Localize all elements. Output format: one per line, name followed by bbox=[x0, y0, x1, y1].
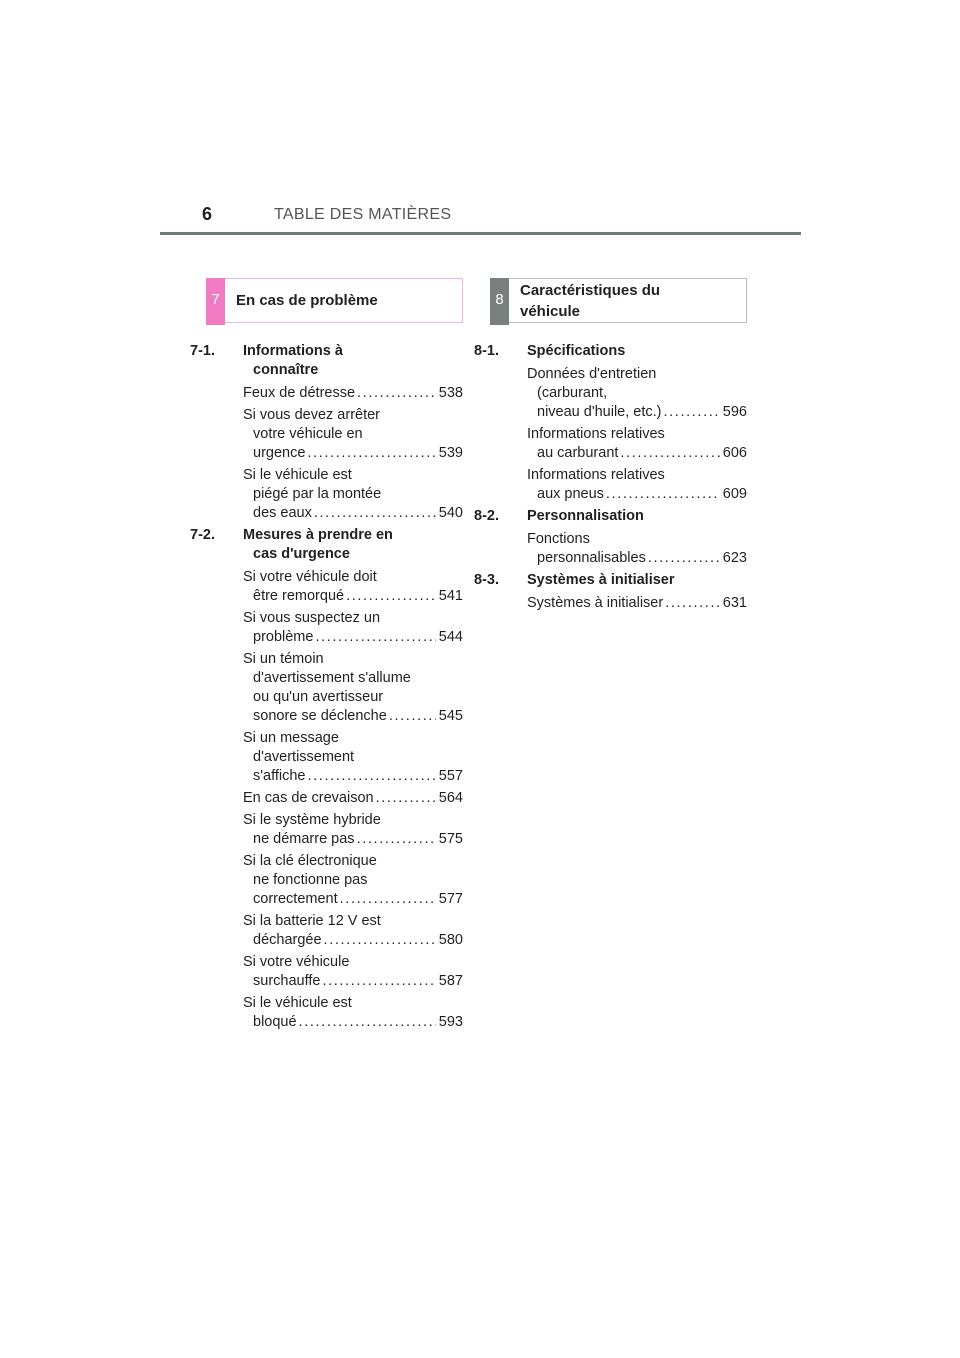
dot-leader bbox=[314, 504, 436, 523]
toc-entry[interactable] bbox=[243, 811, 463, 849]
page-reference: 596 bbox=[722, 404, 747, 420]
chapter-heading[interactable] bbox=[190, 342, 463, 380]
entry-text-line: s'affiche bbox=[253, 768, 306, 784]
entry-leader-line bbox=[243, 767, 463, 786]
entry-leader-line bbox=[527, 549, 747, 568]
section-title-line: En cas de problème bbox=[236, 292, 378, 309]
section-title-line: Caractéristiques du bbox=[520, 281, 661, 299]
entry-leader-line bbox=[243, 1013, 463, 1032]
entry-text-line: Si le système hybride bbox=[243, 812, 381, 828]
page-reference: 575 bbox=[438, 831, 463, 847]
entry-leader-line bbox=[527, 444, 747, 463]
entry-text-line: niveau d'huile, etc.) bbox=[537, 404, 662, 420]
chapter-number: 8-2. bbox=[474, 508, 499, 524]
entry-text-line: d'avertissement bbox=[253, 749, 355, 765]
entry-text-line: (carburant, bbox=[537, 385, 608, 401]
entry-text-line: aux pneus bbox=[537, 486, 604, 502]
chapter-title-line: cas d'urgence bbox=[253, 546, 350, 562]
toc-entry[interactable] bbox=[243, 953, 463, 991]
toc-entry[interactable] bbox=[243, 384, 463, 403]
toc-entry[interactable] bbox=[243, 406, 463, 463]
page-reference: 545 bbox=[438, 708, 463, 724]
toc-entry[interactable] bbox=[527, 594, 747, 613]
toc-list bbox=[474, 342, 747, 613]
chapter-title bbox=[527, 508, 644, 524]
section-number-tab: 8 bbox=[490, 278, 509, 325]
chapter-heading[interactable] bbox=[190, 526, 463, 564]
chapter-title-line: Informations à bbox=[243, 343, 343, 359]
entry-text-line: Si vous suspectez un bbox=[243, 610, 381, 626]
toc-entry[interactable] bbox=[243, 729, 463, 786]
page-reference: 541 bbox=[438, 588, 463, 604]
page-number: 6 bbox=[202, 204, 213, 224]
entry-text-line: urgence bbox=[253, 445, 306, 461]
entry-text-line: Si vous devez arrêter bbox=[243, 407, 381, 423]
page-reference: 557 bbox=[438, 768, 463, 784]
entry-text-line: surchauffe bbox=[253, 973, 321, 989]
page-header bbox=[160, 198, 801, 236]
entry-text-line: Si un témoin bbox=[243, 651, 324, 667]
entry-leader-line bbox=[243, 890, 463, 909]
page-reference: 564 bbox=[438, 790, 463, 806]
entry-text-line: ou qu'un avertisseur bbox=[253, 689, 384, 705]
entry-text-line: correctement bbox=[253, 891, 338, 907]
entry-text-line: Si la clé électronique bbox=[243, 853, 377, 869]
toc-entry[interactable] bbox=[243, 568, 463, 606]
chapter-number: 8-3. bbox=[474, 572, 499, 588]
chapter-title-line: connaître bbox=[253, 362, 319, 378]
entry-leader-line bbox=[243, 830, 463, 849]
entry-leader-line bbox=[527, 485, 747, 504]
entry-leader-line bbox=[243, 628, 463, 647]
toc-column-right bbox=[474, 278, 747, 616]
chapter-number: 7-2. bbox=[190, 527, 215, 543]
entry-text-line: déchargée bbox=[253, 932, 322, 948]
dot-leader bbox=[324, 931, 436, 950]
entry-leader-line bbox=[243, 444, 463, 463]
entry-text-line: Informations relatives bbox=[527, 426, 665, 442]
toc-list bbox=[190, 342, 463, 1032]
dot-leader bbox=[357, 384, 436, 403]
dot-leader bbox=[389, 707, 436, 726]
entry-text-line: être remorqué bbox=[253, 588, 345, 604]
chapter-number: 8-1. bbox=[474, 343, 499, 359]
dot-leader bbox=[299, 1013, 436, 1032]
entry-text-line: Si le véhicule est bbox=[243, 995, 352, 1011]
toc-entry[interactable] bbox=[243, 994, 463, 1032]
entry-text-line: Fonctions bbox=[527, 531, 590, 547]
entry-text-line: Si la batterie 12 V est bbox=[243, 913, 381, 929]
page-reference: 539 bbox=[438, 445, 463, 461]
section-title bbox=[236, 279, 378, 322]
entry-text-line: sonore se déclenche bbox=[253, 708, 387, 724]
page-reference: 609 bbox=[722, 486, 747, 502]
dot-leader bbox=[346, 587, 436, 606]
page-reference: 577 bbox=[438, 891, 463, 907]
chapter-heading[interactable] bbox=[474, 342, 747, 361]
dot-leader bbox=[315, 628, 435, 647]
header-rule bbox=[160, 232, 801, 235]
entry-text-line: bloqué bbox=[253, 1014, 297, 1030]
dot-leader bbox=[357, 830, 436, 849]
entry-text-line: Feux de détresse bbox=[243, 385, 356, 401]
toc-entry[interactable] bbox=[527, 365, 747, 422]
chapter-heading[interactable] bbox=[474, 507, 747, 526]
dot-leader bbox=[376, 789, 436, 808]
chapter-heading[interactable] bbox=[474, 571, 747, 590]
entry-text-line: Données d'entretien bbox=[527, 366, 657, 382]
toc-entry[interactable] bbox=[527, 425, 747, 463]
page-reference: 544 bbox=[438, 629, 463, 645]
page-reference: 606 bbox=[722, 445, 747, 461]
section-number-tab: 7 bbox=[206, 278, 225, 325]
dot-leader bbox=[307, 767, 435, 786]
entry-leader-line bbox=[243, 587, 463, 606]
entry-text-line: Si un message bbox=[243, 730, 339, 746]
chapter-title bbox=[527, 343, 625, 359]
toc-entry[interactable] bbox=[527, 530, 747, 568]
toc-entry[interactable] bbox=[243, 650, 463, 726]
entry-text-line: piégé par la montée bbox=[253, 486, 382, 502]
page-reference: 593 bbox=[438, 1014, 463, 1030]
entry-leader-line bbox=[243, 789, 463, 808]
entry-text-line: Si votre véhicule doit bbox=[243, 569, 377, 585]
page-reference: 538 bbox=[438, 385, 463, 401]
dot-leader bbox=[322, 972, 435, 991]
page-reference: 631 bbox=[722, 595, 747, 611]
entry-text-line: Si le véhicule est bbox=[243, 467, 352, 483]
page-reference: 587 bbox=[438, 973, 463, 989]
entry-leader-line bbox=[243, 707, 463, 726]
page-reference: 580 bbox=[438, 932, 463, 948]
entry-text-line: Systèmes à initialiser bbox=[527, 595, 664, 611]
entry-text-line: d'avertissement s'allume bbox=[253, 670, 411, 686]
chapter-title-line: Personnalisation bbox=[527, 508, 644, 524]
entry-text-line: problème bbox=[253, 629, 314, 645]
entry-text-line: ne fonctionne pas bbox=[253, 872, 368, 888]
toc-entry[interactable] bbox=[243, 466, 463, 523]
chapter-title bbox=[527, 572, 675, 588]
running-title: TABLE DES MATIÈRES bbox=[274, 206, 452, 223]
dot-leader bbox=[648, 549, 720, 568]
chapter-number: 7-1. bbox=[190, 343, 215, 359]
toc-entry[interactable] bbox=[527, 466, 747, 504]
chapter-title-line: Mesures à prendre en bbox=[243, 527, 393, 543]
chapter-title-line: Spécifications bbox=[527, 343, 626, 359]
toc-entry[interactable] bbox=[243, 852, 463, 909]
dot-leader bbox=[620, 444, 719, 463]
entry-leader-line bbox=[243, 931, 463, 950]
entry-text-line: votre véhicule en bbox=[253, 426, 363, 442]
section-header-8 bbox=[490, 278, 747, 323]
toc-column-left bbox=[190, 278, 463, 1035]
entry-text-line: personnalisables bbox=[537, 550, 646, 566]
dot-leader bbox=[663, 403, 719, 422]
chapter-title bbox=[243, 343, 463, 380]
section-header-7 bbox=[206, 278, 463, 323]
section-title bbox=[520, 279, 660, 322]
dot-leader bbox=[307, 444, 435, 463]
entry-text-line: des eaux bbox=[253, 505, 312, 521]
entry-leader-line bbox=[527, 594, 747, 613]
entry-text-line: Si votre véhicule bbox=[243, 954, 350, 970]
page-reference: 623 bbox=[722, 550, 747, 566]
chapter-title bbox=[243, 527, 463, 564]
dot-leader bbox=[606, 485, 720, 504]
chapter-title-line: Systèmes à initialiser bbox=[527, 572, 675, 588]
entry-leader-line bbox=[243, 384, 463, 403]
toc-entry[interactable] bbox=[243, 912, 463, 950]
entry-text-line: Informations relatives bbox=[527, 467, 665, 483]
entry-text-line: En cas de crevaison bbox=[243, 790, 374, 806]
dot-leader bbox=[340, 890, 436, 909]
entry-leader-line bbox=[243, 972, 463, 991]
section-title-line: véhicule bbox=[520, 302, 581, 320]
entry-text-line: ne démarre pas bbox=[253, 831, 355, 847]
toc-entry[interactable] bbox=[243, 609, 463, 647]
entry-text-line: au carburant bbox=[537, 445, 619, 461]
dot-leader bbox=[665, 594, 720, 613]
entry-leader-line bbox=[527, 403, 747, 422]
page-reference: 540 bbox=[438, 505, 463, 521]
toc-entry[interactable] bbox=[243, 789, 463, 808]
entry-leader-line bbox=[243, 504, 463, 523]
